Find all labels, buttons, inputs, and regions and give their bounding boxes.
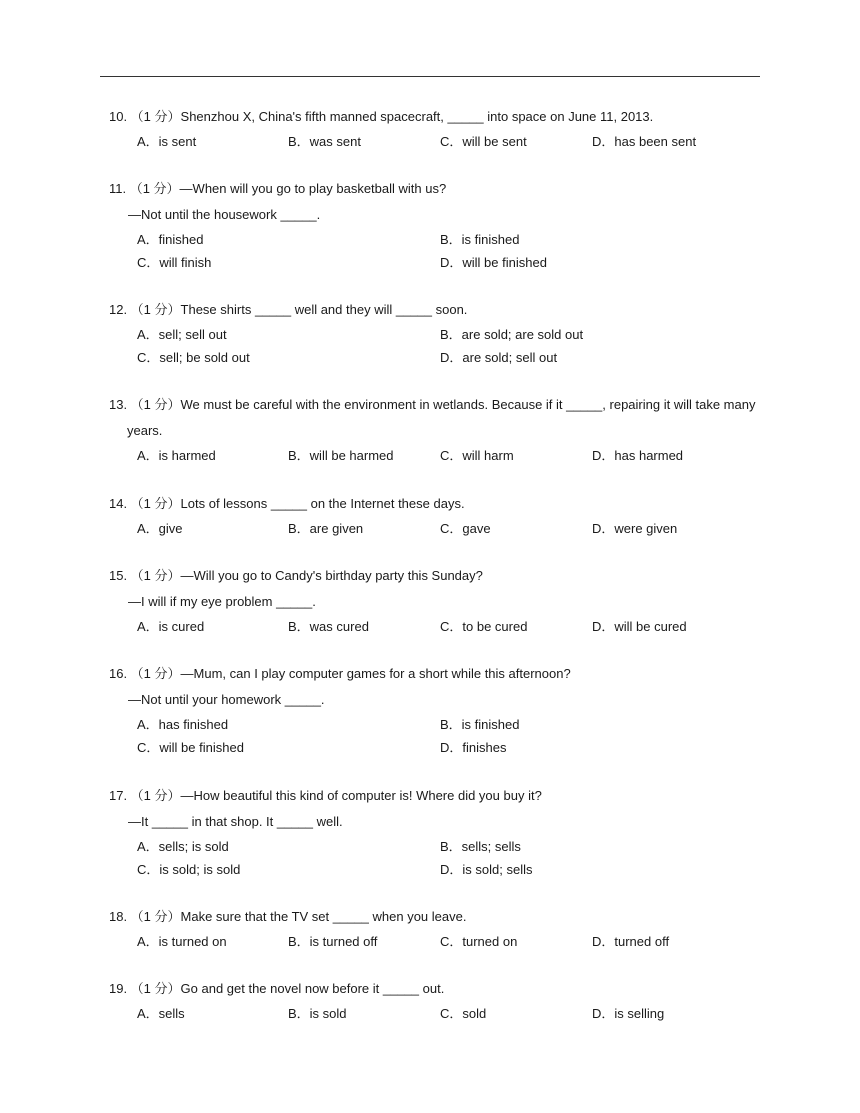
option-d: D．will be finished <box>440 255 547 270</box>
question-19 <box>109 976 769 1025</box>
option-row <box>137 517 769 540</box>
option-b: B．is finished <box>440 232 520 247</box>
question-stem: 14. （1 分）Lots of lessons _____ on the Internet these days. <box>109 496 465 511</box>
option-b: B．will be harmed <box>288 448 394 463</box>
option-d: D．finishes <box>440 740 507 755</box>
question-stem: 18. （1 分）Make sure that the TV set _____ when you leave. <box>109 909 467 924</box>
question-16 <box>109 661 769 759</box>
option-b: B．are given <box>288 521 364 536</box>
option-c: C．will be sent <box>440 134 527 149</box>
header-rule <box>100 76 760 77</box>
option-row <box>137 323 769 346</box>
option-row <box>137 444 769 467</box>
option-a: A．give <box>137 521 183 536</box>
option-b: B．are sold; are sold out <box>440 327 584 342</box>
question-14 <box>109 491 769 540</box>
question-17 <box>109 783 769 881</box>
option-row <box>137 251 769 274</box>
option-c: C．sell; be sold out <box>137 350 250 365</box>
option-d: D．is selling <box>592 1006 665 1021</box>
option-row <box>137 1002 769 1025</box>
question-stem: 16. （1 分）—Mum, can I play computer games for a short while this afternoon? <box>109 666 571 681</box>
question-18 <box>109 904 769 953</box>
option-d: D．has been sent <box>592 134 697 149</box>
option-row <box>137 713 769 736</box>
question-stem: 10. （1 分）Shenzhou X, China's fifth manned spacecraft, _____ into space on June 11, 2013. <box>109 109 654 124</box>
option-a: A．is sent <box>137 134 197 149</box>
option-a: A．is harmed <box>137 448 216 463</box>
question-12 <box>109 297 769 369</box>
option-a: A．has finished <box>137 717 229 732</box>
option-d: D．will be cured <box>592 619 687 634</box>
option-b: B．was sent <box>288 134 361 149</box>
option-b: B．sells; sells <box>440 839 521 854</box>
option-d: D．are sold; sell out <box>440 350 558 365</box>
option-b: B．is sold <box>288 1006 347 1021</box>
question-stem: 11. （1 分）—When will you go to play basketball with us? <box>109 181 447 196</box>
question-stem: 15. （1 分）—Will you go to Candy's birthday party this Sunday? <box>109 568 483 583</box>
option-b: B．was cured <box>288 619 369 634</box>
question-stem: 19. （1 分）Go and get the novel now before it _____ out. <box>109 981 445 996</box>
option-row <box>137 615 769 638</box>
question-stem: 17. （1 分）—How beautiful this kind of computer is! Where did you buy it? <box>109 788 542 803</box>
question-continuation: —Not until the housework _____. <box>128 207 321 222</box>
option-c: C．gave <box>440 521 491 536</box>
option-row <box>137 228 769 251</box>
option-row <box>137 835 769 858</box>
option-d: D．is sold; sells <box>440 862 533 877</box>
question-10 <box>109 104 769 153</box>
option-d: D．has harmed <box>592 448 684 463</box>
option-c: C．will finish <box>137 255 212 270</box>
option-b: B．is turned off <box>288 934 378 949</box>
question-stem: 12. （1 分）These shirts _____ well and they will _____ soon. <box>109 302 468 317</box>
option-a: A．is turned on <box>137 934 227 949</box>
question-11 <box>109 176 769 274</box>
option-row <box>137 930 769 953</box>
option-a: A．sell; sell out <box>137 327 227 342</box>
question-continuation: —It _____ in that shop. It _____ well. <box>128 814 343 829</box>
option-c: C．will harm <box>440 448 514 463</box>
question-15 <box>109 563 769 638</box>
option-a: A．sells; is sold <box>137 839 229 854</box>
option-b: B．is finished <box>440 717 520 732</box>
option-row <box>137 858 769 881</box>
option-c: C．is sold; is sold <box>137 862 241 877</box>
option-d: D．were given <box>592 521 678 536</box>
option-c: C．sold <box>440 1006 487 1021</box>
question-continuation: —I will if my eye problem _____. <box>128 594 316 609</box>
question-stem: 13. （1 分）We must be careful with the environment in wetlands. Because if it _____, repairing it will take many years. <box>109 397 756 438</box>
question-continuation: —Not until your homework _____. <box>128 692 325 707</box>
option-a: A．is cured <box>137 619 205 634</box>
option-a: A．finished <box>137 232 204 247</box>
option-row <box>137 736 769 759</box>
option-c: C．turned on <box>440 934 518 949</box>
option-a: A．sells <box>137 1006 185 1021</box>
option-row <box>137 346 769 369</box>
option-c: C．will be finished <box>137 740 244 755</box>
option-row <box>137 130 769 153</box>
option-c: C．to be cured <box>440 619 528 634</box>
option-d: D．turned off <box>592 934 670 949</box>
question-13 <box>109 392 769 467</box>
